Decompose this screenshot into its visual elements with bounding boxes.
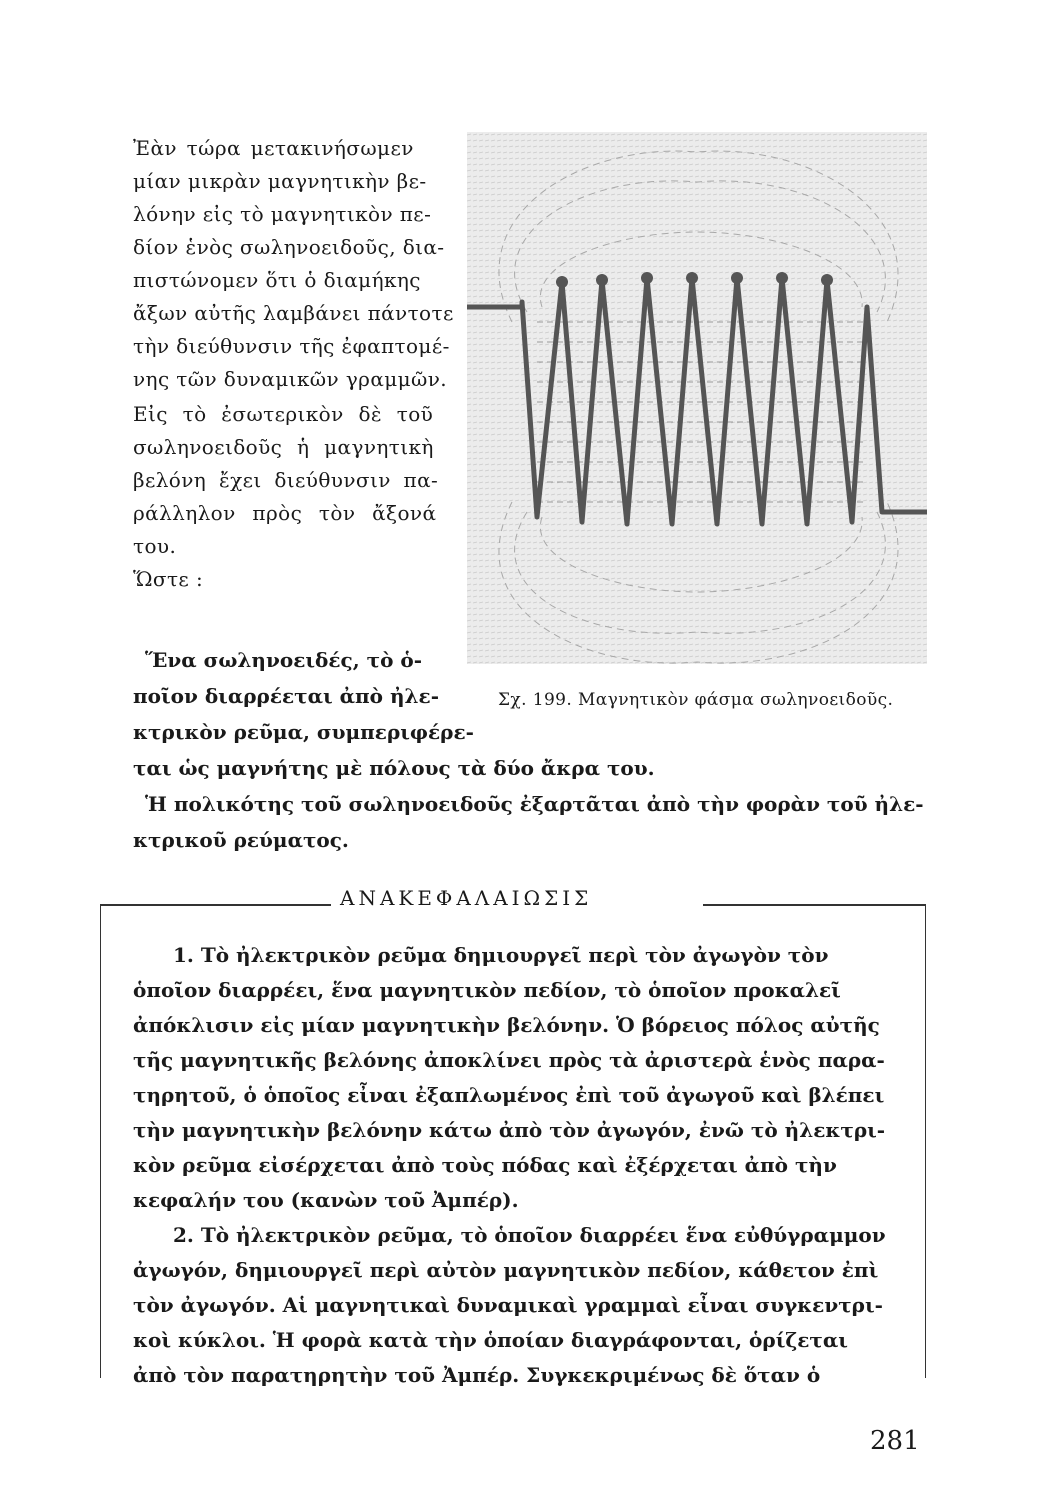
rule-line: ποῖον διαρρέεται ἀπὸ ἠλε-	[133, 684, 440, 708]
summary-line: ὁποῖον διαρρέει, ἕνα μαγνητικὸν πεδίον, τὸ ὁποῖον προκαλεῖ	[133, 978, 841, 1002]
intro-line: του.	[133, 534, 177, 558]
summary-line: κεφαλήν του (κανὼν τοῦ Ἀμπέρ).	[133, 1188, 519, 1212]
intro-line: ράλληλον πρὸς τὸν ἄξονά	[133, 501, 437, 525]
intro-line: βελόνη ἔχει διεύθυνσιν πα-	[133, 468, 439, 492]
summary-line: κὸν ρεῦμα εἰσέρχεται ἀπὸ τοὺς πόδας καὶ ἐξέρχεται ἀπὸ τὴν	[133, 1153, 837, 1177]
intro-line: Ἐὰν τώρα μετακινήσωμεν	[133, 136, 414, 160]
summary-line: τῆς μαγνητικῆς βελόνης ἀποκλίνει πρὸς τὰ ἀριστερὰ ἑνὸς παρα-	[133, 1048, 885, 1072]
solenoid-field-image	[467, 132, 927, 664]
solenoid-figure	[467, 132, 927, 664]
summary-line: τηρητοῦ, ὁ ὁποῖος εἶναι ἐξαπλωμένος ἐπὶ τοῦ ἀγωγοῦ καὶ βλέπει	[133, 1083, 885, 1107]
rule-line: ται ὡς μαγνήτης μὲ πόλους τὰ δύο ἄκρα του.	[133, 756, 655, 780]
intro-line: λόνην εἰς τὸ μαγνητικὸν πε-	[133, 202, 432, 226]
intro-line: νης τῶν δυναμικῶν γραμμῶν.	[133, 367, 448, 391]
summary-line: ἀγωγόν, δημιουργεῖ περὶ αὐτὸν μαγνητικὸν πεδίον, κάθετον ἐπὶ	[133, 1258, 879, 1282]
summary-line: τὴν μαγνητικὴν βελόνην κάτω ἀπὸ τὸν ἀγωγόν, ἐνῶ τὸ ἠλεκτρι-	[133, 1118, 886, 1142]
summary-rule-left	[101, 904, 331, 906]
intro-line: μίαν μικρὰν μαγνητικὴν βε-	[133, 169, 427, 193]
rule-line: κτρικοῦ ρεύματος.	[133, 828, 349, 852]
intro-line: σωληνοειδοῦς ἡ μαγνητικὴ	[133, 435, 434, 459]
rule-line: Ἕνα σωληνοειδές, τὸ ὁ-	[145, 648, 423, 672]
summary-rule-right	[703, 904, 925, 906]
intro-line: πιστώνομεν ὅτι ὁ διαμήκης	[133, 268, 421, 292]
summary-line: κοὶ κύκλοι. Ἡ φορὰ κατὰ τὴν ὁποίαν διαγράφονται, ὁρίζεται	[133, 1328, 848, 1352]
summary-heading: ΑΝΑΚΕΦΑΛΑΙΩΣΙΣ	[340, 886, 593, 910]
rule-line: κτρικὸν ρεῦμα, συμπεριφέρε-	[133, 720, 474, 744]
intro-line: τὴν διεύθυνσιν τῆς ἐφαπτομέ-	[133, 334, 450, 358]
intro-line: Ὥστε :	[133, 567, 204, 591]
rule-line: Ἡ πολικότης τοῦ σωληνοειδοῦς ἐξαρτᾶται ἀπὸ τὴν φορὰν τοῦ ἠλε-	[145, 792, 924, 816]
intro-line: δίον ἑνὸς σωληνοειδοῦς, δια-	[133, 235, 445, 259]
intro-line: Εἰς τὸ ἐσωτερικὸν δὲ τοῦ	[133, 402, 434, 426]
figure-caption: Σχ. 199. Μαγνητικὸν φάσμα σωληνοειδοῦς.	[498, 690, 894, 710]
summary-line: 2. Τὸ ἠλεκτρικὸν ρεῦμα, τὸ ὁποῖον διαρρέει ἕνα εὐθύγραμμον	[173, 1223, 886, 1247]
page-number: 281	[870, 1426, 920, 1456]
summary-line: ἀπὸ τὸν παρατηρητὴν τοῦ Ἀμπέρ. Συγκεκριμένως δὲ ὅταν ὁ	[133, 1363, 821, 1387]
summary-line: ἀπόκλισιν εἰς μίαν μαγνητικὴν βελόνην. Ὁ βόρειος πόλος αὐτῆς	[133, 1013, 880, 1037]
summary-line: τὸν ἀγωγόν. Αἱ μαγνητικαὶ δυναμικαὶ γραμμαὶ εἶναι συγκεντρι-	[133, 1293, 883, 1317]
intro-line: ἄξων αὐτῆς λαμβάνει πάντοτε	[133, 301, 454, 325]
summary-line: 1. Τὸ ἠλεκτρικὸν ρεῦμα δημιουργεῖ περὶ τὸν ἀγωγὸν τὸν	[173, 943, 829, 967]
